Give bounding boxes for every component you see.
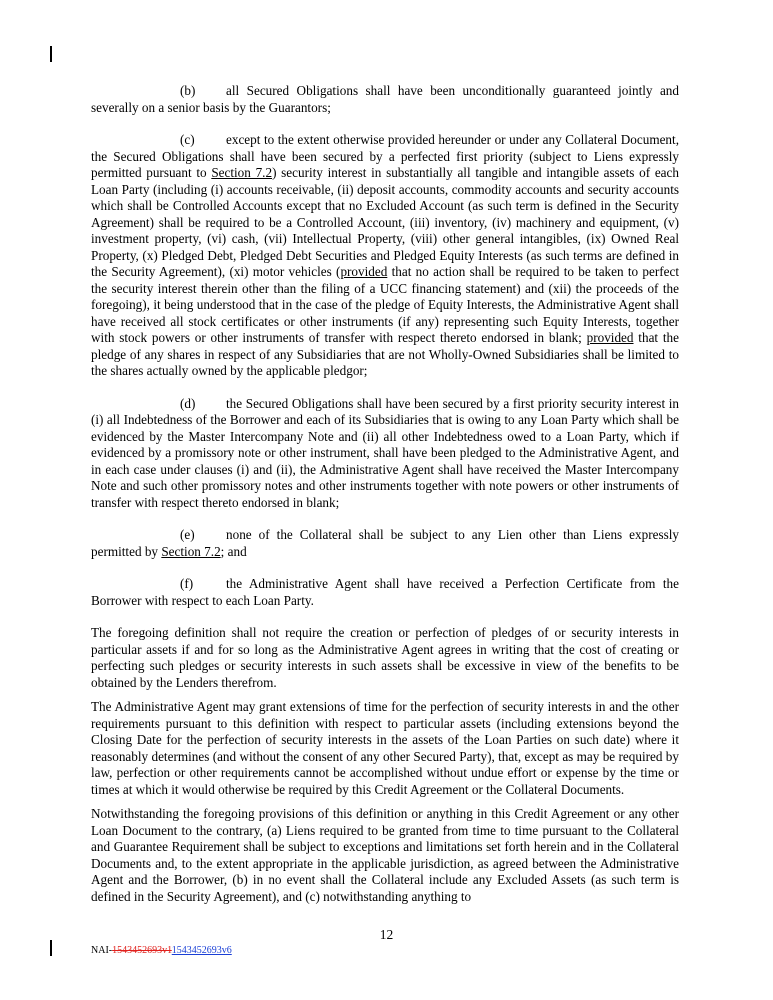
- item-b-label: (b): [180, 83, 196, 98]
- footer-prefix: NAI-: [91, 945, 113, 956]
- item-e-text-2: ; and: [220, 543, 247, 559]
- paragraph-foregoing: The foregoing definition shall not require the creation or perfection of pledges of or security interests in particular assets if and for so long as the Administrative Agent agrees in writing that the cost of creating or perfecting such pledges or security interests in such assets shall be excessive in view of the benefits to be obtained by the Lenders therefrom.: [91, 625, 679, 690]
- item-d: [91, 396, 679, 512]
- item-c-text-3: that no action shall be required to be taken to perfect the security interest therein other than the filing of a UCC financing statement) and (xii) the proceeds of the foregoing), it being understood that in the case of the pledge of Equity Interests, the Administrative Agent shall have received all stock certificates or other instruments (if any) representing such Equity Interests, together with stock powers or other instruments of transfer with respect thereto endorsed in blank;: [91, 264, 680, 345]
- item-d-text: the Secured Obligations shall have been secured by a first priority security interest in (i) all Indebtedness of the Borrower and each of its Subsidiaries that is owing to any Loan Party which shall be evidenced by the Master Intercompany Note and (ii) all other Indebtedness owed to a Loan Party, which if evidenced by a promissory note or other instrument, shall have been pledged to the Administrative Agent, and in each case under clauses (i) and (ii), the Administrative Agent shall have received the Master Intercompany Note and such other promissory notes and other instruments together with note powers or other instruments of transfer with respect thereto endorsed in blank;: [91, 395, 679, 510]
- item-f-label: (f): [180, 576, 194, 591]
- item-e-label: (e): [180, 527, 195, 542]
- paragraph-notwithstanding: Notwithstanding the foregoing provisions of this definition or anything in this Credit Agreement or any other Loan Document to the contrary, (a) Liens required to be granted from time to time pursuant to the Collateral and Guarantee Requirement shall be subject to exceptions and limitations set forth herein and in the Collateral Documents and, to the extent appropriate in the applicable jurisdiction, as agreed between the Administrative Agent and the Borrower, (b) in no event shall the Collateral include any Excluded Assets (as such term is defined in the Security Agreement), and (c) notwithstanding anything to: [91, 806, 679, 904]
- item-f: [91, 576, 679, 609]
- item-c-text-4: that the pledge of any shares in respect of any Subsidiaries that are not Wholly-Owned Subsidiaries shall be limited to the shares actually owned by the applicable pledgor;: [91, 330, 679, 378]
- item-e: [91, 527, 679, 560]
- document-footer: [91, 945, 232, 956]
- revision-bar-top: [50, 46, 52, 62]
- item-d-label: (d): [180, 395, 196, 411]
- provided-term: provided: [586, 330, 634, 345]
- item-c-label: (c): [180, 132, 195, 147]
- item-b-text: all Secured Obligations shall have been unconditionally guaranteed jointly and severally on a senior basis by the Guarantors;: [91, 83, 679, 115]
- page-number: 12: [379, 927, 394, 942]
- item-b: [91, 83, 679, 116]
- item-c-text-2: ) security interest in substantially all tangible and intangible assets of each Loan Party (including (i) accounts receivable, (ii) deposit accounts, commodity accounts and security accounts which shall be Controlled Accounts except that no Excluded Account (as such term is defined in the Security Agreement) shall be required to be a Controlled Account, (iii) inventory, (iv) machinery and equipment, (v) investment property, (vi) cash, (vii) Intellectual Property, (viii) other general intangibles, (ix) Owned Real Property, (x) Pledged Debt, Pledged Debt Securities and Pledged Equity Interests (as such terms are defined in the Security Agreement), (xi) motor vehicles (: [91, 165, 679, 279]
- item-c-text-1: except to the extent otherwise provided hereunder or under any Collateral Document, the Secured Obligations shall have been secured by a perfected first priority (subject to Liens expressly permitted pursuant to: [91, 132, 679, 180]
- item-c: [91, 132, 679, 380]
- item-e-text-1: none of the Collateral shall be subject to any Lien other than Liens expressly permitted by: [91, 527, 679, 559]
- footer-inserted-docid: 1543452693v6: [171, 945, 232, 956]
- paragraph-extensions: The Administrative Agent may grant extensions of time for the perfection of security interests in and the other requirements pursuant to this definition with respect to particular assets (including extensions beyond the Closing Date for the perfection of security interests in the assets of the Loan Parties on such date) where it reasonably determines (and without the consent of any other Secured Party), that, except as may be required by law, perfection or other requirements cannot be accomplished without undue effort or expense by the time or times at which it would otherwise be required by this Credit Agreement or the Collateral Documents.: [91, 699, 679, 797]
- item-f-text: the Administrative Agent shall have received a Perfection Certificate from the Borrower with respect to each Loan Party.: [91, 576, 679, 608]
- section-reference: Section 7.2: [211, 165, 273, 180]
- document-body: [91, 83, 679, 913]
- provided-term: provided: [340, 264, 388, 279]
- section-reference: Section 7.2: [161, 543, 221, 559]
- footer-deleted-docid: 1543452693v1: [112, 945, 172, 956]
